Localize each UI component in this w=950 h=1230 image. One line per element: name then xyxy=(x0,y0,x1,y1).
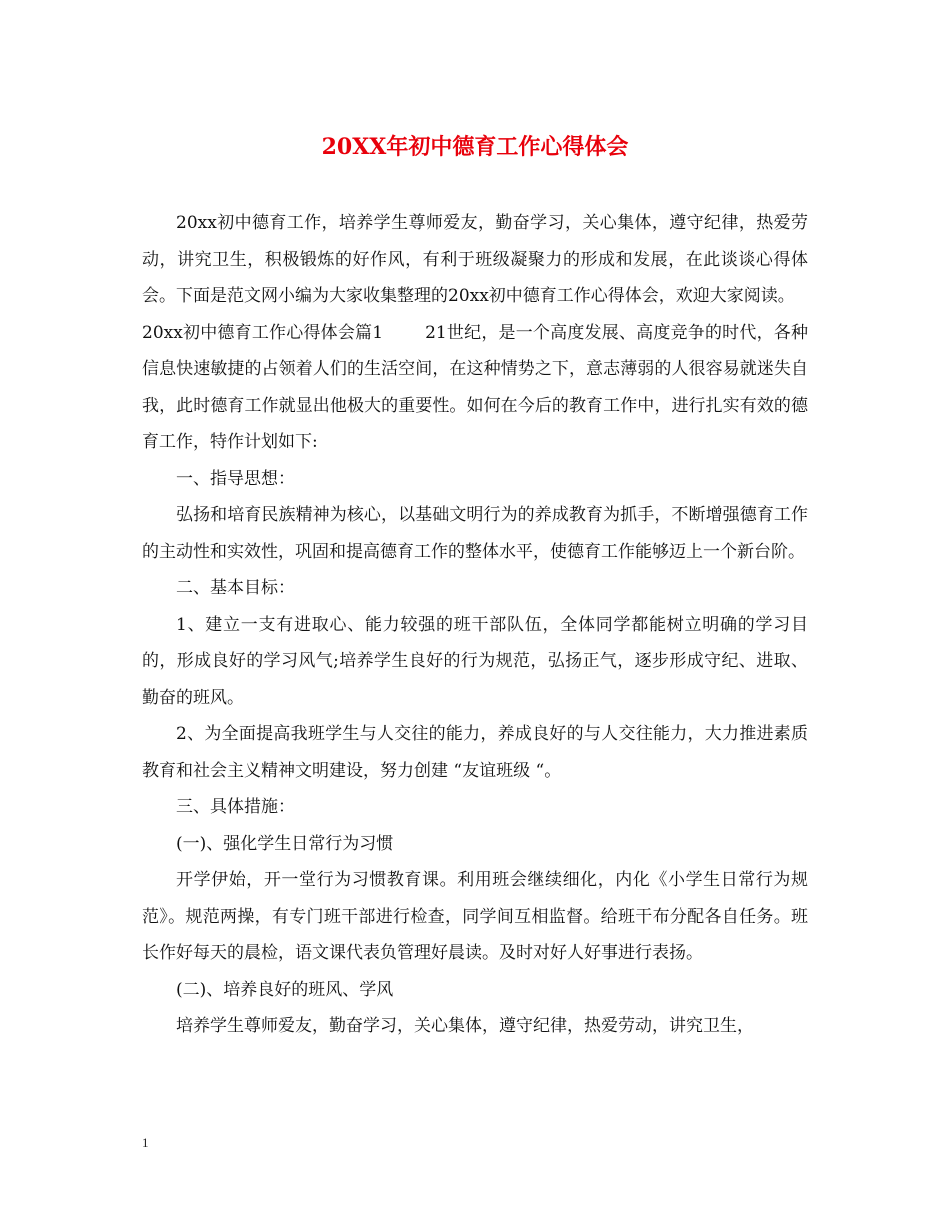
goal-2-paragraph: 2、为全面提高我班学生与人交往的能力，养成良好的与人交往能力，大力推进素质教育和社会主义精神文明建设，努力创建 “友谊班级 “。 xyxy=(142,724,808,781)
measure-1-heading: (一)、强化学生日常行为习惯 xyxy=(176,833,394,854)
section-heading-line xyxy=(142,315,808,461)
section-heading: 20xx初中德育工作心得体会篇1 xyxy=(142,322,384,343)
goal-1-paragraph: 1、建立一支有进取心、能力较强的班干部队伍，全体同学都能树立明确的学习目的，形成良好的学习风气;培养学生良好的行为规范，弘扬正气，逐步形成守纪、进取、勤奋的班风。 xyxy=(142,614,808,708)
intro-paragraph: 20xx初中德育工作，培养学生尊师爱友，勤奋学习，关心集体，遵守纪律，热爱劳动，讲究卫生，积极锻炼的好作风，有利于班级凝聚力的形成和发展，在此谈谈心得体会。下面是范文网小编为大家收集整理的20xx初中德育工作心得体会，欢迎大家阅读。 xyxy=(142,213,808,306)
measure-1-paragraph: 开学伊始，开一堂行为习惯教育课。利用班会继续细化，内化《小学生日常行为规范》。规范两操，有专门班干部进行检查，同学间互相监督。给班干布分配各自任务。班长作好每天的晨检，语文课代表负管理好晨读。及时对好人好事进行表扬。 xyxy=(142,870,808,963)
guiding-ideology-paragraph: 弘扬和培育民族精神为核心，以基础文明行为的养成教育为抓手，不断增强德育工作的主动性和实效性，巩固和提高德育工作的整体水平，使德育工作能够迈上一个新台阶。 xyxy=(142,505,808,562)
page-number: 1 xyxy=(142,1135,149,1150)
section-first-paragraph: 21世纪，是一个高度发展、高度竞争的时代，各种信息快速敏捷的占领着人们的生活空间，在这种情势之下，意志薄弱的人很容易就迷失自我，此时德育工作就显出他极大的重要性。如何在今后的教育工作中，进行扎实有效的德育工作，特作计划如下: xyxy=(142,322,808,452)
basic-goals-heading: 二、基本目标： xyxy=(176,578,295,598)
document-title: 20XX年初中德育工作心得体会 xyxy=(321,134,629,160)
measure-2-paragraph: 培养学生尊师爱友，勤奋学习，关心集体，遵守纪律，热爱劳动，讲究卫生， xyxy=(176,1016,754,1036)
guiding-ideology-heading: 一、指导思想： xyxy=(176,468,295,489)
document-body xyxy=(142,205,808,1045)
measure-2-heading: (二)、培养良好的班风、学风 xyxy=(176,979,394,1000)
measures-heading: 三、具体措施： xyxy=(176,797,295,817)
